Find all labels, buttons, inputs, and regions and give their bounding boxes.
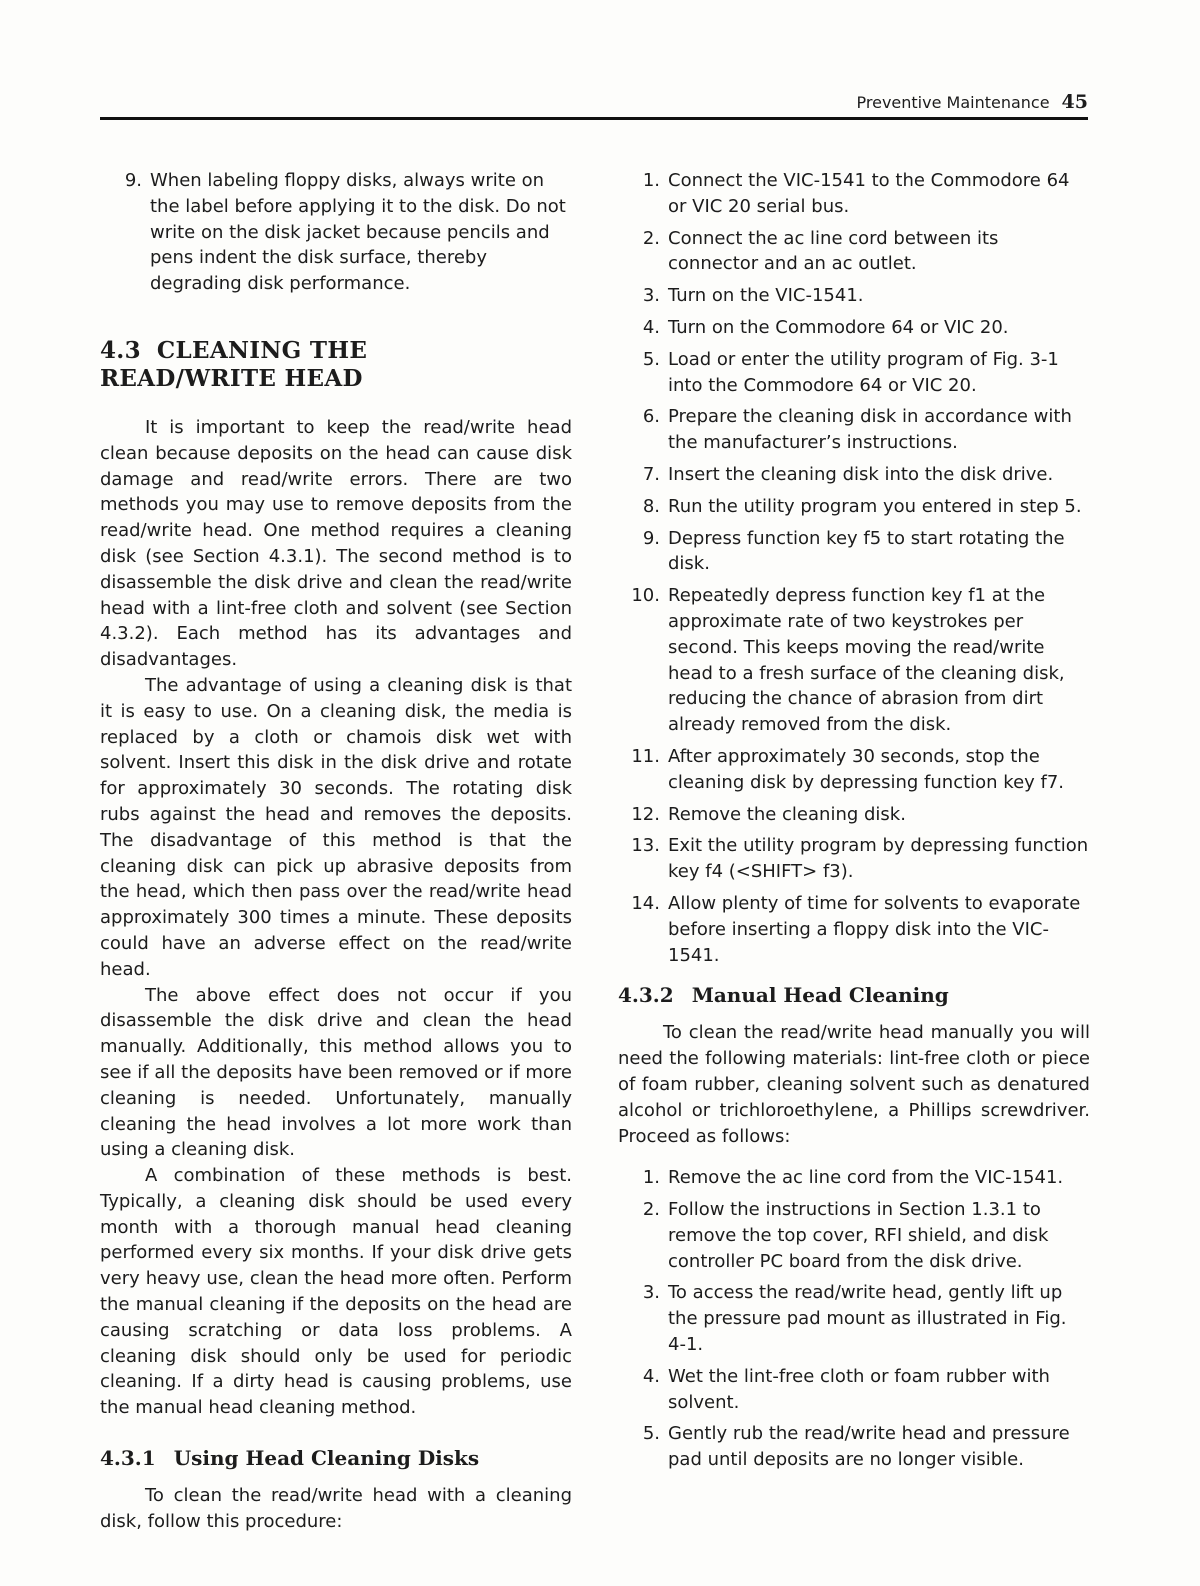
list-item-text: Gently rub the read/write head and pressure pad until deposits are no longer visible. — [668, 1423, 1070, 1471]
list-item-text: Remove the cleaning disk. — [668, 803, 906, 825]
list-item-text: Run the utility program you entered in step 5. — [668, 495, 1082, 517]
page-number: 45 — [1061, 91, 1088, 113]
list-item-text: Connect the VIC-1541 to the Commodore 64 or VIC 20 serial bus. — [668, 170, 1070, 217]
list-item-number: 3. — [642, 285, 660, 307]
subsection-number: 4.3.2 — [618, 983, 674, 1008]
list-item — [618, 1364, 1090, 1416]
subsection-heading — [618, 982, 1090, 1008]
subsection-heading — [100, 1445, 572, 1471]
list-item-number: 4. — [642, 316, 660, 338]
list-item-number: 11. — [631, 745, 660, 767]
running-head — [100, 90, 1088, 115]
body-paragraph: A combination of these methods is best. Typically, a cleaning disk should be used every month with a thorough manual head cleaning performed every six months. If your disk drive gets very heavy use, clean the head more often. Perform the manual cleaning if the deposits on the head are causing scratching or data loss problems. A cleaning disk should only be used for periodic cleaning. If a dirty head is causing problems, use the manual head cleaning method. — [100, 1165, 572, 1419]
right-column — [618, 168, 1090, 1479]
list-item-number: 8. — [642, 495, 660, 517]
list-item-text: To access the read/write head, gently lift up the pressure pad mount as illustrated in Fig. 4-1. — [668, 1282, 1067, 1356]
list-item-number: 7. — [642, 463, 660, 485]
section-number: 4.3 — [100, 336, 141, 364]
list-item-text: Prepare the cleaning disk in accordance with the manufacturer’s instructions. — [668, 406, 1072, 454]
left-column — [100, 168, 572, 1535]
header-rule — [100, 117, 1088, 120]
list-item-number: 3. — [642, 1282, 660, 1304]
list-item — [618, 802, 1090, 828]
list-item-number: 5. — [642, 1423, 660, 1445]
list-item-number: 5. — [642, 348, 660, 370]
subsection-title: Using Head Cleaning Disks — [173, 1446, 480, 1471]
list-item-number: 1. — [642, 1167, 660, 1189]
list-item-text: Repeatedly depress function key f1 at the approximate rate of two keystrokes per second. This keeps moving the read/write head to a fresh surface of the cleaning disk, reducing the chance of abrasion from dirt already removed from the disk. — [668, 585, 1065, 736]
list-item-text: Connect the ac line cord between its connector and an ac outlet. — [668, 227, 999, 275]
list-item — [618, 494, 1090, 520]
list-item-text: Exit the utility program by depressing function key f4 (<SHIFT> f3). — [668, 835, 1089, 883]
list-item-text: Follow the instructions in Section 1.3.1 to remove the top cover, RFI shield, and disk controller PC board from the disk drive. — [668, 1199, 1049, 1272]
list-item — [618, 462, 1090, 488]
list-item — [618, 744, 1090, 796]
running-title: Preventive Maintenance — [856, 93, 1050, 112]
body-paragraph: The advantage of using a cleaning disk is that it is easy to use. On a cleaning disk, the media is replaced by a cloth or chamois disk wet with solvent. Insert this disk in the disk drive and rotate for approximately 30 seconds. The rotating disk rubs against the head and removes the deposits. The disadvantage of this method is that the cleaning disk can pick up abrasive deposits from the head, which then pass over the read/write head approximately 300 times a minute. These deposits could have an adverse effect on the read/write head. — [100, 674, 572, 980]
body-paragraph: The above effect does not occur if you disassemble the disk drive and clean the head manually. Additionally, this method allows you to see if all the deposits have been removed or if more cleaning is needed. Unfortunately, manually cleaning the head involves a lot more work than using a cleaning disk. — [100, 984, 572, 1161]
section-heading — [100, 337, 572, 393]
list-item — [618, 347, 1090, 399]
list-item — [618, 891, 1090, 968]
list-item-number: 2. — [642, 1199, 660, 1221]
list-item-text: Insert the cleaning disk into the disk drive. — [668, 463, 1054, 485]
list-item — [618, 833, 1090, 885]
list-item-number: 14. — [631, 892, 660, 914]
section-title-line2: READ/WRITE HEAD — [100, 364, 363, 392]
list-item-number: 9. — [642, 527, 660, 549]
list-item-text: Wet the lint-free cloth or foam rubber with solvent. — [668, 1365, 1050, 1413]
list-item — [618, 526, 1090, 578]
body-paragraph: To clean the read/write head with a cleaning disk, follow this procedure: — [100, 1485, 572, 1532]
list-item-number: 2. — [642, 227, 660, 249]
section-title-line1: CLEANING THE — [156, 336, 368, 364]
carry-over-list-item — [100, 168, 572, 297]
list-item-number: 12. — [631, 803, 660, 825]
subsection-number: 4.3.1 — [100, 1446, 156, 1471]
body-paragraph: It is important to keep the read/write head clean because deposits on the head can cause disk damage and read/write errors. There are two methods you may use to remove deposits from the read/write head. One method requires a cleaning disk (see Section 4.3.1). The second method is to disassemble the disk drive and clean the read/write head with a lint-free cloth and solvent (see Section 4.3.2). Each method has its advantages and disadvantages. — [100, 416, 572, 671]
list-item — [618, 404, 1090, 456]
list-item-number: 9. — [124, 170, 142, 191]
list-item-text: When labeling floppy disks, always write on the label before applying it to the disk. Do not write on the disk jacket because pencils and pens indent the disk surface, thereby degrading disk performance. — [150, 170, 566, 295]
list-item — [618, 315, 1090, 341]
body-paragraph: To clean the read/write head manually you will need the following materials: lint-free cloth or piece of foam rubber, cleaning solvent such as denatured alcohol or trichloroethylene, a Phillips screwdriver. Proceed as follows: — [618, 1022, 1090, 1147]
list-item-text: After approximately 30 seconds, stop the cleaning disk by depressing function key f7. — [668, 745, 1065, 793]
list-item — [618, 168, 1090, 220]
manual-cleaning-procedure-list — [618, 1165, 1090, 1473]
list-item — [618, 283, 1090, 309]
list-item — [618, 1197, 1090, 1274]
list-item-text: Turn on the Commodore 64 or VIC 20. — [668, 316, 1009, 338]
list-item-text: Allow plenty of time for solvents to evaporate before inserting a floppy disk into the VIC-1541. — [668, 892, 1081, 966]
list-item-number: 4. — [642, 1365, 660, 1387]
list-item — [618, 226, 1090, 278]
list-item-text: Turn on the VIC-1541. — [668, 285, 864, 307]
list-item — [618, 1165, 1090, 1191]
cleaning-disk-procedure-list — [618, 168, 1090, 968]
list-item-number: 13. — [631, 835, 660, 857]
list-item — [618, 583, 1090, 738]
list-item-text: Depress function key f5 to start rotating the disk. — [668, 527, 1065, 575]
subsection-title: Manual Head Cleaning — [691, 983, 949, 1008]
list-item-number: 10. — [631, 585, 660, 607]
list-item-number: 6. — [642, 406, 660, 428]
list-item-text: Load or enter the utility program of Fig. 3-1 into the Commodore 64 or VIC 20. — [668, 348, 1059, 396]
list-item — [618, 1421, 1090, 1473]
list-item — [618, 1280, 1090, 1357]
list-item-number: 1. — [642, 170, 660, 191]
list-item-text: Remove the ac line cord from the VIC-1541. — [668, 1167, 1064, 1189]
